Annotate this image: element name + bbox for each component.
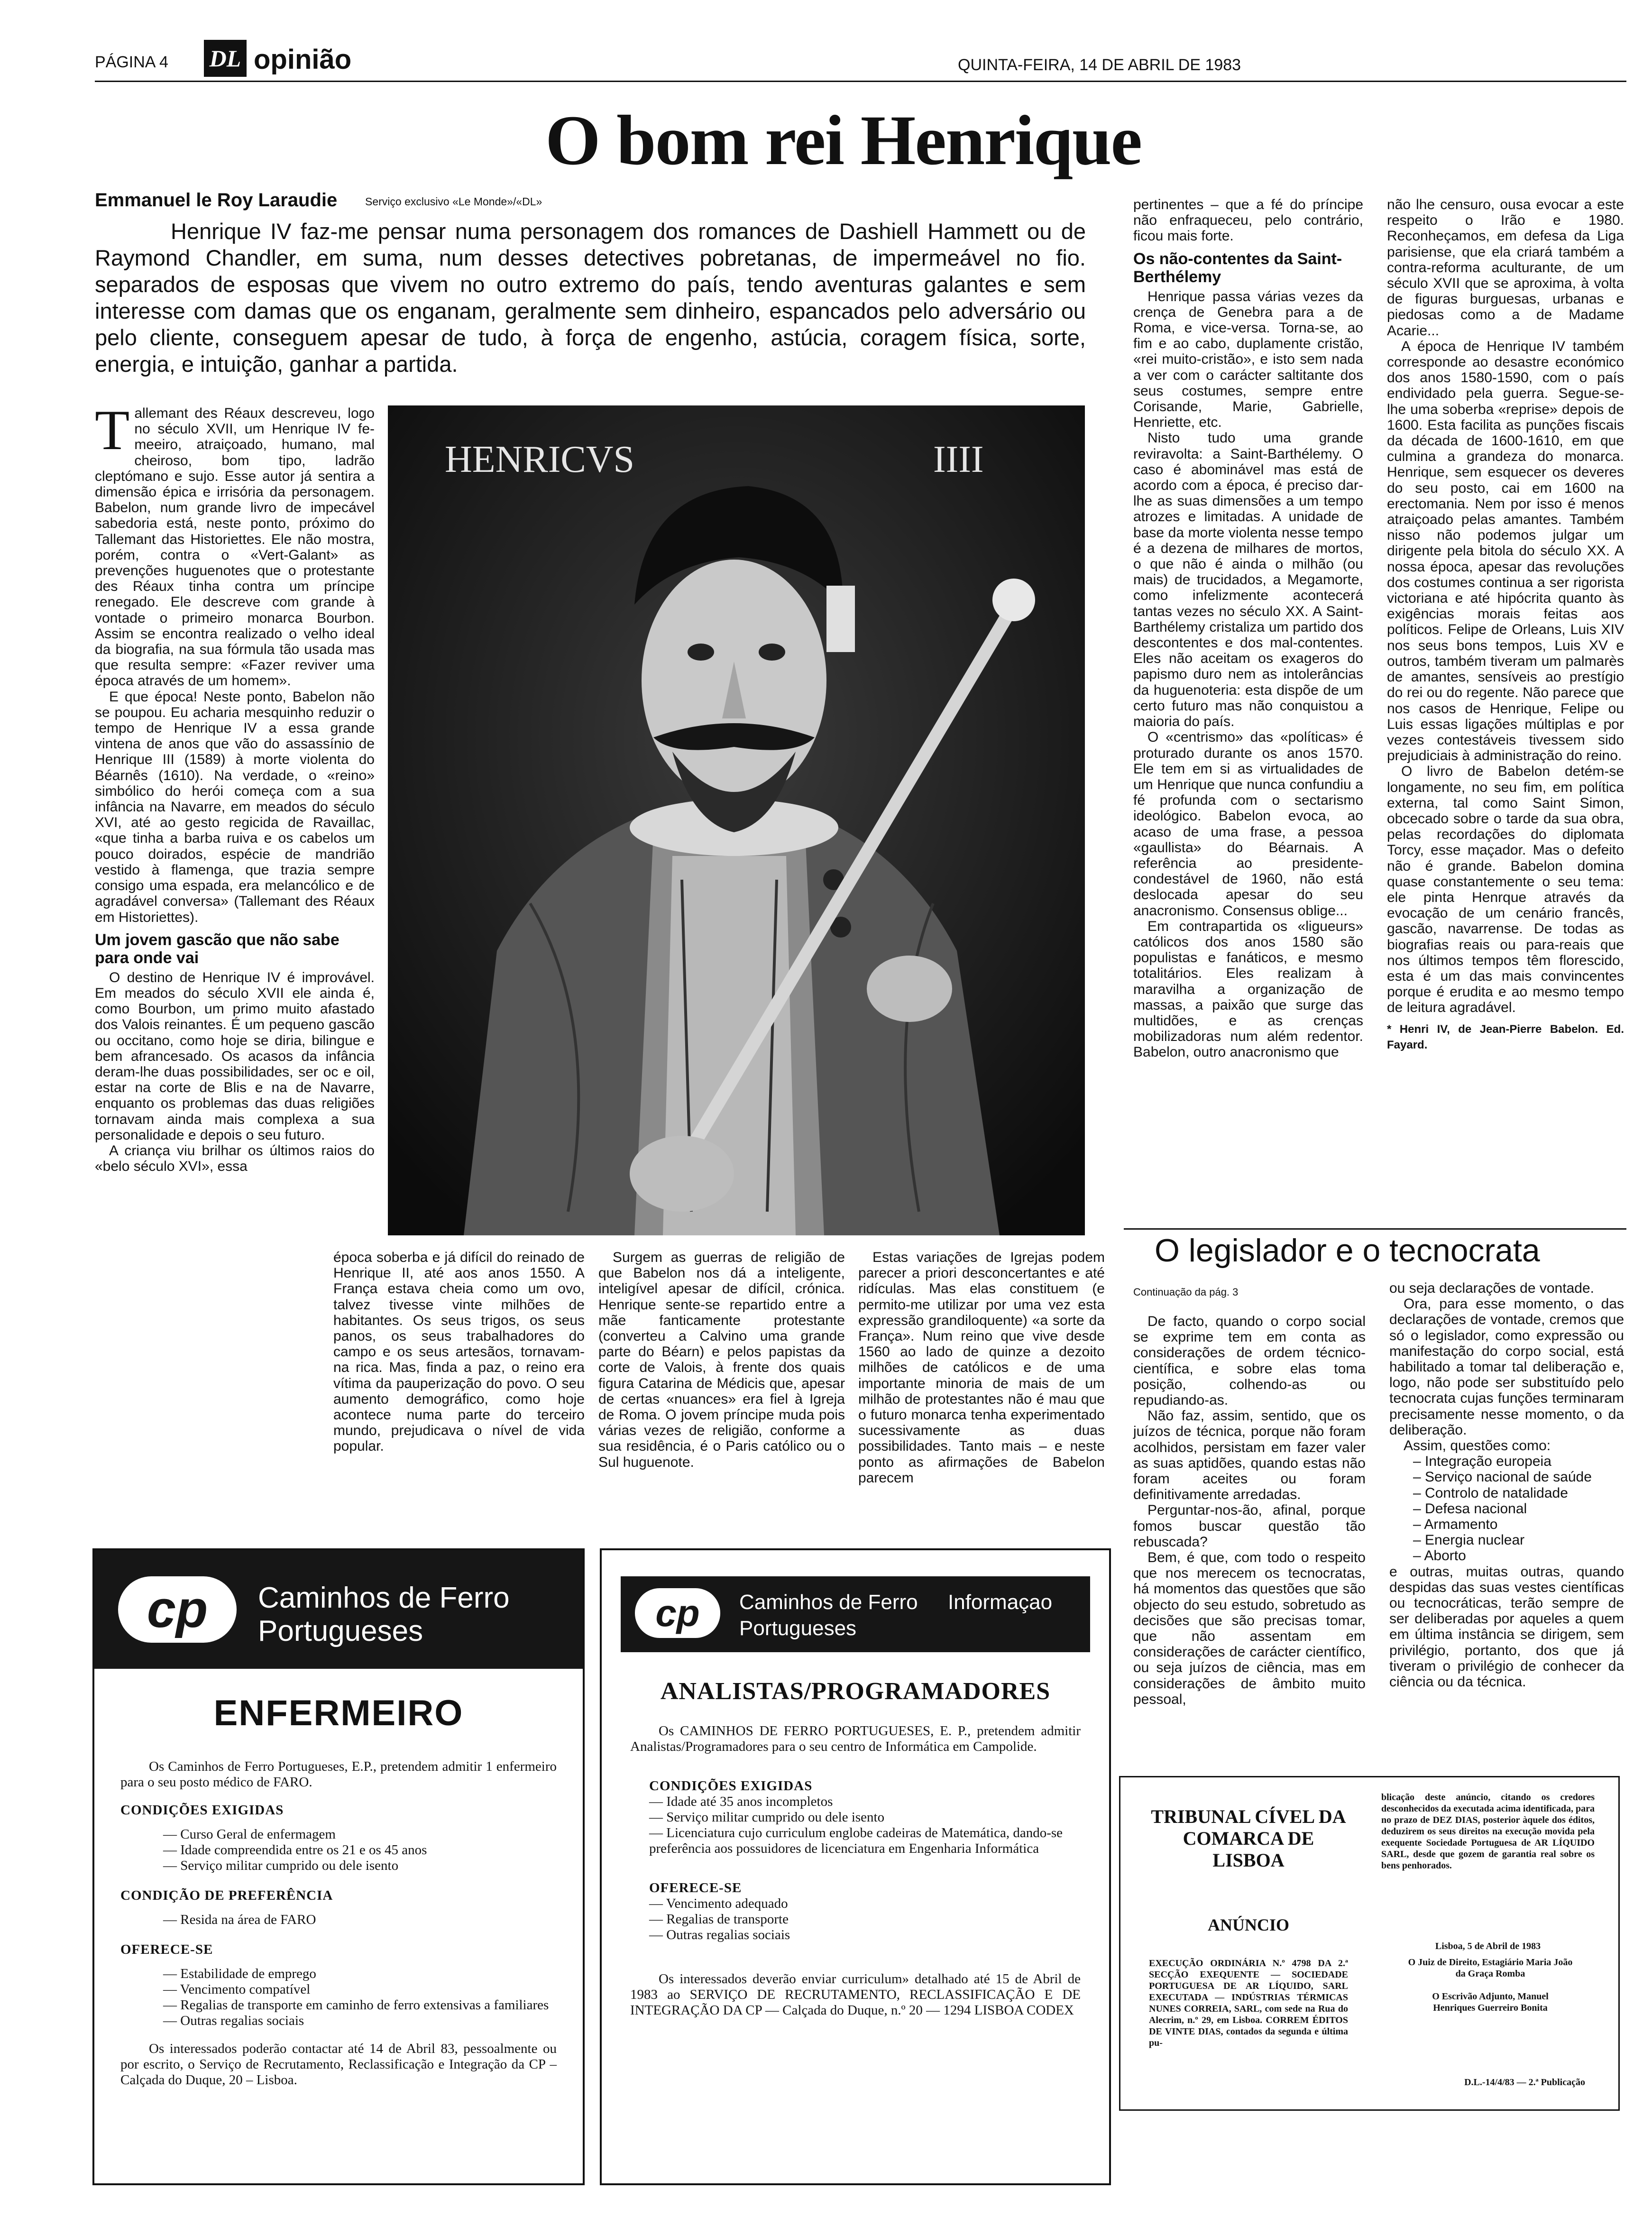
paragraph: De facto, quando o corpo social se exprime tem em conta as considerações de ordem técnico-científica, e sobre elas toma posição, colhendo-as ou repudiando-as. — [1133, 1314, 1366, 1408]
tribunal-body-right: blicação deste anúncio, citando os credores desconhecidos da executada acima identificada, para no prazo de DEZ DIAS, posterior àquele dos éditos, deduzirem os seus direitos na execução movida pela exequente Sociedade Portuguesa de AR LÍQUIDO SARL, desde que gozem de garantia real sobre os bens penhorados. — [1381, 1792, 1595, 1871]
paragraph: A época de Henrique IV também corresponde ao desastre económico dos anos 1580-1590, com o país endividado pela guerra. Segue-se-lhe uma soberba «reprise» depois de 1600. Esta facilita as punções fiscais da década de 1600-1610, em que culmina a grandeza do monarca. Henrique, sem esquecer os deveres do seu posto, cai em 1600 na erectomania. Nem por isso é menos atraiçoado pelas amantes. Também nisso não podemos julgar um dirigente pela bitola do século XX. A nossa época, apesar das revoluções dos costumes continua a ser rigorista victoriana e até hipócrita quanto às exigências morais feitas aos políticos. Felipe de Orleans, Luis XIV nos seus bons tempos, Luis XV e outros, também tiveram um palmarès de amantes, sensíveis ao prestígio do rei ou do regente. Não parece que nos casos de Henrique, Felipe ou Luis essas ligações múltiplas e por vezes contestáveis tivessem sido prejudiciais à administração do reino. — [1387, 338, 1624, 764]
paragraph: O destino de Henrique IV é improvável. Em meados do século XVII ele ainda é, como Bourbon, um primo muito afastado dos Valois reinantes. É um pequeno gascão ou occitano, como hoje se diria, bilingue e bem afrancesado. Os acasos da infância deram-lhe duas possibilidades, ser oc e oil, estar na corte de Blis e na de Navarre, enquanto os problemas das duas religiões tornavam ainda mais complexa a sua personalidade e depois o seu futuro. — [95, 969, 375, 1143]
list-item: – Serviço nacional de saúde — [1413, 1469, 1592, 1485]
paragraph: Perguntar-nos-ão, afinal, porque fomos buscar questão tão rebuscada? — [1133, 1502, 1366, 1550]
column-2 — [333, 1250, 585, 1454]
paragraph: Bem, é que, com todo o respeito que nos merecem os tecnocratas, há momentos das questões que são objecto do seu estudo, sobretudo as decisões que são precisas tomar, que não assentam em considerações de carácter científico, ou seja juízos de ciência, mas em considerações de âmbito muito pessoal, — [1133, 1550, 1366, 1707]
column-5 — [1133, 197, 1363, 1060]
drop-cap: T — [95, 398, 130, 461]
paragraph: pertinentes – que a fé do príncipe não enfraqueceu, pelo contrário, ficou mais forte. — [1133, 197, 1363, 244]
ad-title: ENFERMEIRO — [213, 1693, 464, 1733]
list-item: – Controlo de natalidade — [1413, 1485, 1568, 1501]
lede: Henrique IV faz-me pensar numa personagem dos romances de Dashiell Hammett ou de Raymond Chandler, em suma, num desses detectives pobretanas, de impermeável no fio. separados de esposas que vivem no outro extremo do país, tendo aventuras galantes e sem interesse com damas que os enganam, geralmente sem dinheiro, espancados pelo adversário ou pelo cliente, conseguem apesar de tudo, à força de engenho, astúcia, coragem física, sorte, energia, e intuição, ganhar a partida. — [95, 219, 1086, 377]
paragraph: Estas variações de Igrejas podem parecer a priori desconcertantes e até ridículas. Mas elas constituem (e permito-me utilizar por uma vez esta expressão grandiloquente) «a sorte da França». Num reino que vive desde 1560 ao lado de quinze a dezoito milhões de católicos e de uma importante minoria de mais de um milhão de protestantes não é mau que o futuro monarca tenha experimentado sucessivamente as duas possibilidades. Tanto mais – e neste ponto as afirmações de Babelon parecem — [858, 1250, 1105, 1486]
page-number: PÁGINA 4 — [95, 53, 168, 71]
paragraph: allemant des Réaux descreveu, logo no século XVII, um Henrique IV fe-meeiro, atraiçoado, humano, mal cheiroso, bom tipo, ladrão cleptómano e sujo. Esse autor já sentira a dimensão épica e irrisória da personagem. Babelon, num grande livro de impecável sabedoria está, neste ponto, próximo do Tallemant das Historiettes. Ele não mostra, porém, contra o «Vert-Galant» as prevenções huguenotes que o protestante des Réaux tinha contra um príncipe renegado. Ele descreve com grande à vontade o primeiro monarca Bourbon. Assim se encontra realizado o velho ideal da biografia, na sua fórmula tão usada mas que resulta sempre: «Fazer reviver uma época através de um homem». — [95, 405, 375, 689]
paragraph: Assim, questões como: — [1404, 1438, 1551, 1454]
ad-tag: Informaçao — [948, 1591, 1053, 1614]
tribunal-title: TRIBUNAL CÍVEL DA COMARCA DE LISBOA — [1151, 1806, 1346, 1871]
column-3 — [598, 1250, 845, 1470]
ad-brand-line1: Caminhos de Ferro — [739, 1591, 918, 1614]
ad-body — [630, 1723, 1081, 2018]
list-item: — Idade até 35 anos incompletos — [649, 1794, 1081, 1810]
tribunal-date: Lisboa, 5 de Abril de 1983 — [1435, 1941, 1541, 1951]
tribunal-signature-clerk: O Escrivão Adjunto, Manuel Henriques Guerreiro Bonita — [1432, 1991, 1549, 2013]
column-1 — [95, 398, 375, 1175]
paragraph: não lhe censuro, ousa evocar a este respeito o Irão e 1980. Reconheçamos, em defesa da Liga parisiense, que ela criará também a contra-reforma aculturante, de um século XVII que se aproxima, à volta de figuras burguesas, urbanas e piedosas como a de Madame Acarie... — [1387, 197, 1624, 339]
list-item: – Energia nuclear — [1413, 1532, 1525, 1548]
tribunal-reference: D.L.-14/4/83 — 2.ª Publicação — [1464, 2077, 1585, 2088]
ad-heading: OFERECE-SE — [649, 1880, 742, 1895]
ad-closing: Os interessados deverão enviar curriculum» detalhado até 15 de Abril de 1983 ao SERVIÇO DE RECRUTAMENTO, RECLASSIFICAÇÃO E DE INTEGRAÇÃO DA CP — Calçada do Duque, n.º 20 — 1294 LISBOA CODEX — [630, 1971, 1081, 2018]
paragraph: ou seja declarações de vontade. — [1389, 1280, 1594, 1296]
newspaper-logo: DL — [204, 40, 247, 77]
list-item: – Integração europeia — [1413, 1453, 1551, 1470]
ad-heading: CONDIÇÕES EXIGIDAS — [649, 1778, 813, 1794]
list-item: — Estabilidade de emprego — [163, 1966, 557, 1982]
paragraph: Henrique passa várias vezes da crença de Genebra para a de Roma, e vice-versa. Torna-se, ao fim e ao cabo, duplamente cristão, «rei muito-cristão», e isto sem nada a ver com o carácter saltitante dos seus costumes, sempre entre Corisande, Marie, Gabrielle, Henriette, etc. — [1133, 288, 1363, 431]
ad-conditions — [630, 1794, 1081, 1857]
section-rule — [1124, 1228, 1626, 1230]
column-4 — [858, 1250, 1105, 1486]
ad-heading: OFERECE-SE — [120, 1942, 213, 1957]
source-note: Serviço exclusivo «Le Monde»/«DL» — [365, 195, 542, 208]
issue-date: QUINTA-FEIRA, 14 DE ABRIL DE 1983 — [958, 56, 1241, 74]
list-item: — Vencimento adequado — [649, 1896, 1081, 1912]
cp-logo: cp — [635, 1588, 720, 1638]
paragraph: Surgem as guerras de religião de que Babelon nos dá a inteligente, inteligível apesar de difícil, crónica. Henrique sente-se repartido entre a mãe fanticamente protestante (converteu a Calvino uma grande parte do Béarn) e pelos papistas da corte de Valois, à frente dos quais figura Catarina de Médicis que, apesar de certas «nuances» era fiel à Igreja de Roma. O jovem príncipe muda pois várias vezes de religião, conforme a sua residência, é o Paris católico ou o Sul huguenote. — [598, 1250, 845, 1470]
list-item: — Curso Geral de enfermagem — [163, 1827, 557, 1842]
cp-logo: cp — [118, 1576, 237, 1643]
ad-conditions — [120, 1827, 557, 1874]
ad-brand-line1: Caminhos de Ferro — [258, 1582, 510, 1614]
ad-body — [120, 1759, 557, 2088]
list-item: — Regalias de transporte em caminho de ferro extensivas a familiares — [163, 1997, 557, 2013]
section-title: opinião — [254, 44, 352, 75]
tribunal-notice — [1119, 1776, 1620, 2111]
list-item: – Defesa nacional — [1413, 1500, 1527, 1517]
tribunal-subtitle: ANÚNCIO — [1207, 1915, 1289, 1934]
ad-analistas — [600, 1548, 1111, 2185]
ad-intro: Os Caminhos de Ferro Portugueses, E.P., pretendem admitir 1 enfermeiro para o seu posto médico de FARO. — [120, 1759, 557, 1790]
ad-brand-line2: Portugueses — [258, 1615, 423, 1647]
paragraph: O «centrismo» das «políticas» é proturado durante os anos 1570. Ele tem em si as virtualidades de um Henrique que nunca confundiu a fé profunda com o sectarismo ideológico. Babelon evoca, ao acaso de uma frase, a pessoa «gaullista» do Béarnais. A referência ao presidente-condestável de 1960, não está deslocada apesar do seu anacronismo. Consensus oblige... — [1133, 729, 1363, 919]
paragraph: A criança viu brilhar os últimos raios do «belo século XVI», essa — [95, 1142, 375, 1175]
ad-heading: CONDIÇÕES EXIGIDAS — [120, 1803, 284, 1818]
list-item: — Serviço militar cumprido ou dele isento — [163, 1858, 557, 1874]
paragraph: Nisto tudo uma grande reviravolta: a Saint-Barthélemy. O caso é abominável mas está de acordo com a época, é preciso dar-lhe as suas dimensões a um tempo atrozes e limitadas. A unidade de base da morte violenta nesse tempo é a dezena de milhares de mortos, o que não é ainda o milhão (ou mais) de trucidados, a Megamorte, como infelizmente acontecerá tantas vezes no século XX. A Saint-Barthélemy cristaliza um partido dos descontentes e dos mal-contentes. Eles não aceitam os exageros do papismo duro nem as intolerâncias da huguenoteria: esta dispõe de um certo futuro mas não conquistou a maioria do país. — [1133, 430, 1363, 730]
topic-list — [1389, 1453, 1624, 1564]
list-item: — Resida na área de FARO — [163, 1912, 557, 1928]
ad-brand-line2: Portugueses — [739, 1617, 857, 1640]
list-item: – Aborto — [1413, 1548, 1466, 1564]
portrait-inscription-right: IIII — [933, 439, 984, 480]
footnote: * Henri IV, de Jean-Pierre Babelon. Ed. Fayard. — [1387, 1022, 1624, 1051]
author: Emmanuel le Roy Laraudie — [95, 190, 338, 211]
portrait-henri-iv — [388, 405, 1085, 1235]
ad-heading: CONDIÇÃO DE PREFERÊNCIA — [120, 1888, 333, 1903]
tribunal-signature-judge: O Juiz de Direito, Estagiário Maria João da Graça Romba — [1408, 1957, 1573, 1979]
legislador-column-a — [1133, 1314, 1366, 1707]
ad-offers — [120, 1966, 557, 2029]
portrait-illustration — [388, 405, 1085, 1235]
headline: O bom rei Henrique — [545, 101, 1142, 180]
ad-title: ANALISTAS/PROGRAMADORES — [660, 1678, 1051, 1705]
paragraph: O livro de Babelon detém-se longamente, no seu fim, em política externa, tal como Saint Simon, obcecado sobre o tarde da sua obra, pelas recordações do diplomata Torcy, esse maçador. Mas o defeito não é grande. Babelon domina quase constantemente o seu tema: ele pinta Henrque através da evocação de um cenário francês, gascão, navarrense. De todas as biografias reais ou para-reais que nos últimos tempos têm florescido, esta é um das mais convincentes porque é erudita e ao mesmo tempo de leitura agradável. — [1387, 764, 1624, 1016]
list-item: – Armamento — [1413, 1517, 1498, 1533]
list-item: — Outras regalias sociais — [163, 2013, 557, 2029]
list-item: — Outras regalias sociais — [649, 1927, 1081, 1943]
list-item: — Regalias de transporte — [649, 1912, 1081, 1927]
paragraph: e outras, muitas outras, quando despidas das suas vestes científicas ou tecnocráticas, terão sempre de ser deliberadas por aqueles a quem em última instância se dirigem, sem privilégio, portanto, dos que já tiveram o privilégio de conhecer da ciência ou da técnica. — [1389, 1564, 1624, 1690]
ad-preference — [120, 1912, 557, 1928]
masthead-rule — [95, 81, 1626, 82]
paragraph: Ora, para esse momento, o das declarações de vontade, cremos que só o legislador, como expressão ou manifestação do corpo social, está habilitado a tomar tal deliberação e, logo, não pode ser substituído pelo tecnocrata cujas funções terminaram precisamente nesse momento, o da deliberação. — [1389, 1296, 1624, 1438]
list-item: — Idade compreendida entre os 21 e os 45 anos — [163, 1842, 557, 1858]
continuation-note: Continuação da pág. 3 — [1133, 1286, 1239, 1298]
subhead: Um jovem gascão que não sabe para onde vai — [95, 930, 340, 967]
paragraph: Em contrapartida os «ligueurs» católicos dos anos 1580 são populistas e fanáticos, e mesmo totalitários. Eles realizam à maravilha a organização de massas, a paixão que surge das multidões, e as crenças mobilizadoras num além redentor. Babelon, outro anacronismo que — [1133, 918, 1363, 1060]
column-6 — [1387, 197, 1624, 1053]
legislador-headline: O legislador e o tecnocrata — [1155, 1233, 1540, 1269]
legislador-column-b — [1389, 1280, 1624, 1690]
list-item: — Vencimento compatível — [163, 1982, 557, 1997]
ad-intro: Os CAMINHOS DE FERRO PORTUGUESES, E. P., pretendem admitir Analistas/Programadores para o seu centro de Informática em Campolide. — [630, 1723, 1081, 1754]
subhead: Os não-contentes da Saint-Berthélemy — [1133, 249, 1342, 286]
list-item: — Serviço militar cumprido ou dele isento — [649, 1810, 1081, 1825]
ad-closing: Os interessados poderão contactar até 14 de Abril 83, pessoalmente ou por escrito, o Serviço de Recrutamento, Reclassificação e Integração da CP – Calçada do Duque, 20 – Lisboa. — [120, 2041, 557, 2088]
paragraph: E que época! Neste ponto, Babelon não se poupou. Eu acharia mesquinho reduzir o tempo de Henrique IV a essa grande vintena de anos que vão do assassínio de Henrique III (1589) à morte violenta do Béarnês (1610). Na verdade, o «reino» simbólico do herói começa com a sua infância na Navarre, em meados do século XVI, até ao gesto regicida de Ravaillac, «que tinha a barba ruiva e os cabelos um pouco doirados, espécie de mandrião vestido à flamenga, que trazia sempre consigo uma espada, era melancólico e de agradável conversa» (Tallemant des Réaux em Historiettes). — [95, 689, 375, 925]
ad-enfermeiro — [92, 1548, 585, 2185]
portrait-inscription-left: HENRICVS — [445, 439, 635, 480]
paragraph: época soberba e já difícil do reinado de Henrique II, até aos anos 1550. A França estava cheia como um ovo, talvez tivesse vinte milhões de habitantes. Os seus trigos, os seus panos, os seus trabalhadores do campo e os seus artesãos, tornavam-na rica. Mas, finda a paz, o reino era vítima da pauperização do povo. O seu aumento demográfico, como hoje acontece numa parte do terceiro mundo, prejudicava o nível de vida popular. — [333, 1250, 585, 1454]
ad-offers — [630, 1896, 1081, 1943]
list-item: — Licenciatura cujo curriculum englobe cadeiras de Matemática, dando-se preferência aos possuidores de licenciatura em Engenharia Informática — [649, 1825, 1081, 1857]
paragraph: Não faz, assim, sentido, que os juízos de técnica, porque não foram acolhidos, persistam em fazer valer as suas aptidões, quando estas não foram aceites ou foram definitivamente arredadas. — [1133, 1408, 1366, 1503]
tribunal-body: EXECUÇÃO ORDINÁRIA N.º 4798 DA 2.ª SECÇÃO EXEQUENTE — SOCIEDADE PORTUGUESA DE AR LÍQUIDO, SARL EXECUTADA — INDÚSTRIAS TÉRMICAS NUNES CORREIA, SARL, com sede na Rua do Alecrim, n.º 29, em Lisboa. CORREM ÉDITOS DE VINTE DIAS, contados da segunda e última pu- — [1149, 1958, 1348, 2048]
